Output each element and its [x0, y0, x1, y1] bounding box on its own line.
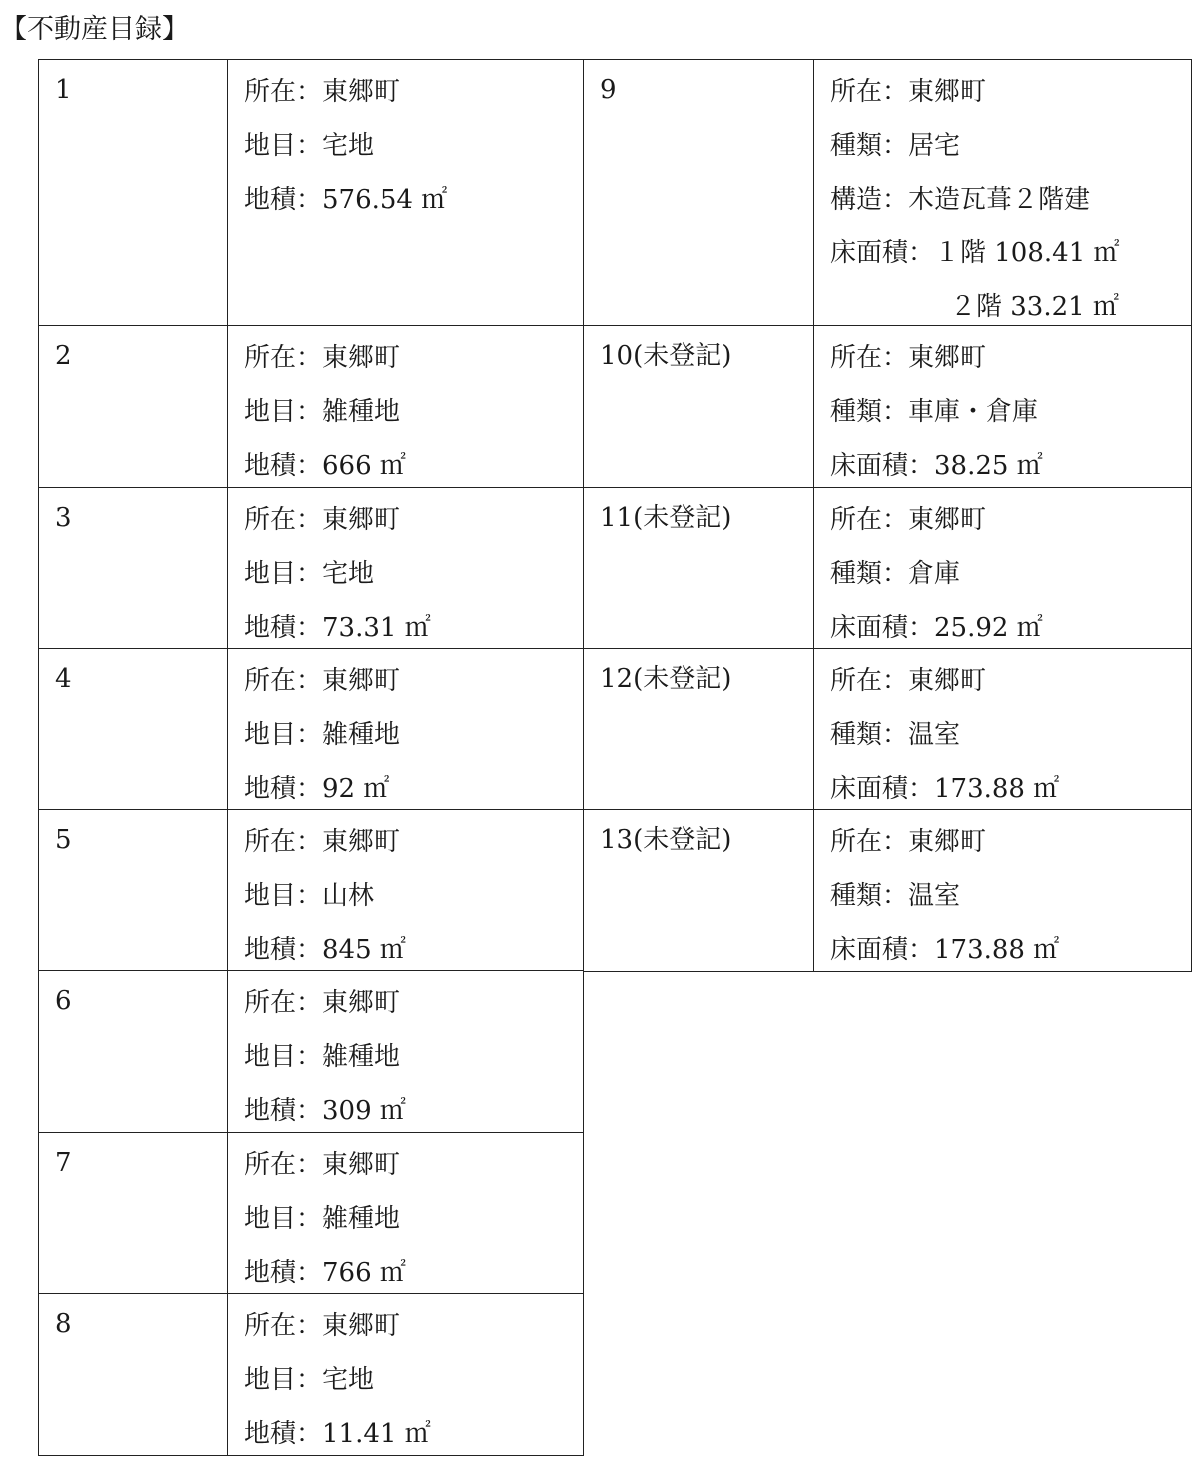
location-line: 所在：東郷町 — [830, 343, 987, 373]
area-line: 地積：11.41 ㎡ — [244, 1418, 431, 1449]
item-9-details — [813, 59, 1192, 326]
item-11-details — [813, 487, 1192, 650]
area-line: 地積：766 ㎡ — [244, 1257, 406, 1288]
item-8-details — [227, 1293, 584, 1456]
item-10-number: 10(未登記) — [583, 325, 814, 488]
land-category-line: 地目：宅地 — [244, 558, 375, 589]
location-line: 所在：東郷町 — [244, 827, 401, 857]
land-category-line: 地目：宅地 — [244, 1364, 375, 1395]
building-type-line: 種類：居宅 — [830, 130, 961, 161]
location-line: 所在：東郷町 — [244, 1150, 401, 1180]
area-line: 地積：845 ㎡ — [244, 934, 406, 965]
location-line: 所在：東郷町 — [244, 343, 401, 373]
area-line: 地積：309 ㎡ — [244, 1095, 406, 1126]
item-8-number: 8 — [38, 1293, 228, 1456]
location-line: 所在：東郷町 — [830, 666, 987, 696]
item-13-details — [813, 809, 1192, 972]
building-type-line: 種類：温室 — [830, 719, 961, 750]
item-12-details — [813, 648, 1192, 811]
building-type-line: 種類：倉庫 — [830, 558, 961, 589]
item-12-number: 12(未登記) — [583, 648, 814, 811]
item-2-details — [227, 325, 584, 488]
item-10-details — [813, 325, 1192, 488]
building-type-line: 種類：車庫・倉庫 — [830, 396, 1039, 427]
item-1-details — [227, 59, 584, 326]
location-line: 所在：東郷町 — [830, 77, 987, 107]
document-title: 【不動産目録】 — [0, 14, 189, 45]
building-type-line: 種類：温室 — [830, 880, 961, 911]
location-line: 所在：東郷町 — [244, 1311, 401, 1341]
item-7-details — [227, 1132, 584, 1295]
land-category-line: 地目：雑種地 — [244, 719, 401, 750]
floor-area-line: 床面積：１階 108.41 ㎡ — [830, 238, 1120, 269]
item-13-number: 13(未登記) — [583, 809, 814, 972]
location-line: 所在：東郷町 — [244, 666, 401, 696]
item-4-number: 4 — [38, 648, 228, 811]
item-5-details — [227, 809, 584, 972]
area-line: 地積：666 ㎡ — [244, 450, 406, 481]
floor-area-line: 床面積：173.88 ㎡ — [830, 934, 1060, 965]
floor-area-line: 床面積：38.25 ㎡ — [830, 450, 1043, 481]
location-line: 所在：東郷町 — [830, 505, 987, 535]
item-1-number: 1 — [38, 59, 228, 326]
land-category-line: 地目：山林 — [244, 880, 375, 911]
location-line: 所在：東郷町 — [244, 505, 401, 535]
floor-area-second-line: ２階 33.21 ㎡ — [950, 292, 1119, 322]
land-category-line: 地目：宅地 — [244, 130, 375, 161]
item-11-number: 11(未登記) — [583, 487, 814, 650]
item-2-number: 2 — [38, 325, 228, 488]
land-category-line: 地目：雑種地 — [244, 1203, 401, 1234]
location-line: 所在：東郷町 — [244, 988, 401, 1018]
area-line: 地積：92 ㎡ — [244, 773, 390, 804]
item-6-number: 6 — [38, 970, 228, 1133]
structure-line: 構造：木造瓦葺２階建 — [830, 184, 1091, 215]
area-line: 地積：576.54 ㎡ — [244, 184, 448, 215]
floor-area-line: 床面積：25.92 ㎡ — [830, 612, 1043, 643]
location-line: 所在：東郷町 — [830, 827, 987, 857]
item-3-details — [227, 487, 584, 650]
location-line: 所在：東郷町 — [244, 77, 401, 107]
item-3-number: 3 — [38, 487, 228, 650]
land-category-line: 地目：雑種地 — [244, 396, 401, 427]
area-line: 地積：73.31 ㎡ — [244, 612, 431, 643]
item-5-number: 5 — [38, 809, 228, 972]
item-7-number: 7 — [38, 1132, 228, 1295]
item-6-details — [227, 970, 584, 1133]
land-category-line: 地目：雑種地 — [244, 1041, 401, 1072]
item-9-number: 9 — [583, 59, 814, 326]
item-4-details — [227, 648, 584, 811]
floor-area-line: 床面積：173.88 ㎡ — [830, 773, 1060, 804]
